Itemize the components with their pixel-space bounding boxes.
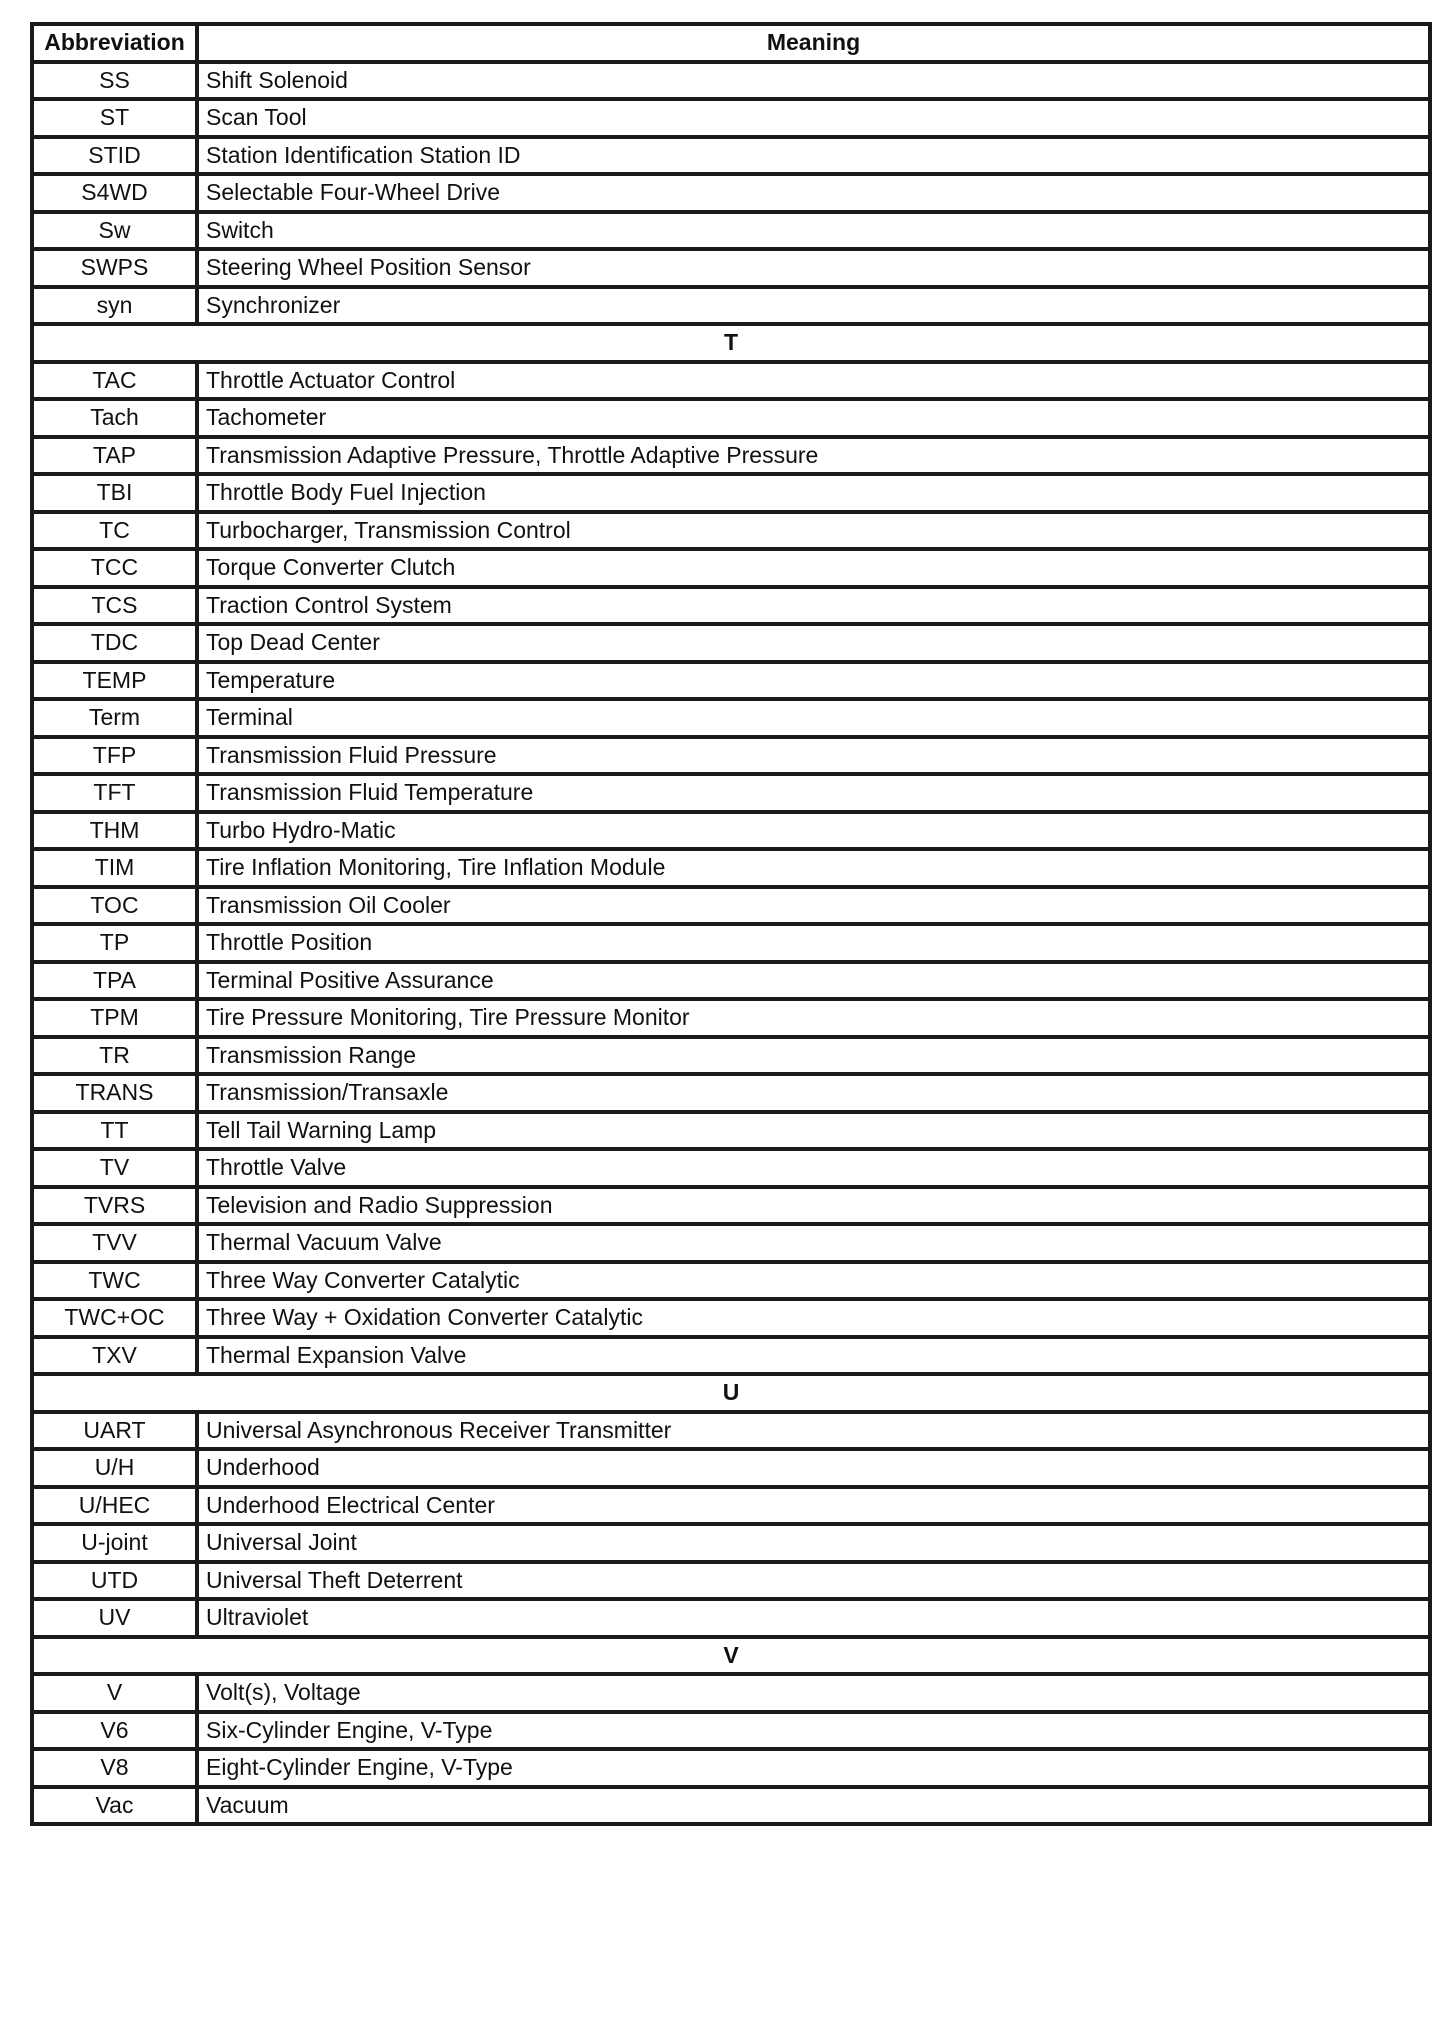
meaning-cell: Universal Joint bbox=[197, 1524, 1430, 1562]
section-row bbox=[32, 1637, 1430, 1675]
table-row bbox=[32, 174, 1430, 212]
table-row bbox=[32, 512, 1430, 550]
table-row bbox=[32, 212, 1430, 250]
table-row bbox=[32, 999, 1430, 1037]
meaning-cell: Eight-Cylinder Engine, V-Type bbox=[197, 1749, 1430, 1787]
table-row bbox=[32, 1599, 1430, 1637]
abbreviation-cell: S4WD bbox=[32, 174, 197, 212]
meaning-cell: Television and Radio Suppression bbox=[197, 1187, 1430, 1225]
table-row bbox=[32, 437, 1430, 475]
meaning-cell: Thermal Vacuum Valve bbox=[197, 1224, 1430, 1262]
table-row bbox=[32, 1674, 1430, 1712]
meaning-cell: Traction Control System bbox=[197, 587, 1430, 625]
table-row bbox=[32, 1449, 1430, 1487]
table-row bbox=[32, 699, 1430, 737]
meaning-cell: Throttle Position bbox=[197, 924, 1430, 962]
abbreviation-cell: TT bbox=[32, 1112, 197, 1150]
abbreviation-cell: TOC bbox=[32, 887, 197, 925]
meaning-cell: Underhood bbox=[197, 1449, 1430, 1487]
table-row bbox=[32, 474, 1430, 512]
table-row bbox=[32, 812, 1430, 850]
table-row bbox=[32, 624, 1430, 662]
meaning-cell: Vacuum bbox=[197, 1787, 1430, 1825]
table-row bbox=[32, 849, 1430, 887]
abbreviation-cell: SS bbox=[32, 62, 197, 100]
table-row bbox=[32, 399, 1430, 437]
table-row bbox=[32, 737, 1430, 775]
table-row bbox=[32, 549, 1430, 587]
meaning-cell: Transmission Oil Cooler bbox=[197, 887, 1430, 925]
abbreviation-cell: V6 bbox=[32, 1712, 197, 1750]
table-row bbox=[32, 662, 1430, 700]
abbreviation-cell: Vac bbox=[32, 1787, 197, 1825]
abbreviation-cell: U/H bbox=[32, 1449, 197, 1487]
meaning-cell: Tire Pressure Monitoring, Tire Pressure Monitor bbox=[197, 999, 1430, 1037]
meaning-cell: Synchronizer bbox=[197, 287, 1430, 325]
abbreviation-cell: TBI bbox=[32, 474, 197, 512]
abbreviation-cell: ST bbox=[32, 99, 197, 137]
abbreviation-column-header: Abbreviation bbox=[32, 24, 197, 62]
table-header bbox=[32, 24, 1430, 62]
meaning-cell: Ultraviolet bbox=[197, 1599, 1430, 1637]
meaning-cell: Terminal bbox=[197, 699, 1430, 737]
table-row bbox=[32, 249, 1430, 287]
meaning-cell: Throttle Actuator Control bbox=[197, 362, 1430, 400]
abbreviation-cell: TWC bbox=[32, 1262, 197, 1300]
table-row bbox=[32, 587, 1430, 625]
abbreviation-cell: Tach bbox=[32, 399, 197, 437]
abbreviation-cell: Sw bbox=[32, 212, 197, 250]
abbreviation-cell: TCS bbox=[32, 587, 197, 625]
meaning-cell: Universal Theft Deterrent bbox=[197, 1562, 1430, 1600]
abbreviation-cell: syn bbox=[32, 287, 197, 325]
table-row bbox=[32, 774, 1430, 812]
abbreviation-cell: Term bbox=[32, 699, 197, 737]
meaning-cell: Transmission Range bbox=[197, 1037, 1430, 1075]
abbreviation-cell: UTD bbox=[32, 1562, 197, 1600]
abbreviation-cell: V8 bbox=[32, 1749, 197, 1787]
meaning-cell: Turbocharger, Transmission Control bbox=[197, 512, 1430, 550]
table-row bbox=[32, 1412, 1430, 1450]
header-row bbox=[32, 24, 1430, 62]
table-row bbox=[32, 362, 1430, 400]
abbreviation-cell: TFT bbox=[32, 774, 197, 812]
abbreviation-cell: UV bbox=[32, 1599, 197, 1637]
section-row bbox=[32, 324, 1430, 362]
meaning-cell: Volt(s), Voltage bbox=[197, 1674, 1430, 1712]
section-letter: T bbox=[32, 324, 1430, 362]
meaning-cell: Selectable Four-Wheel Drive bbox=[197, 174, 1430, 212]
section-letter: U bbox=[32, 1374, 1430, 1412]
table-row bbox=[32, 137, 1430, 175]
table-row bbox=[32, 1337, 1430, 1375]
abbreviation-cell: TAC bbox=[32, 362, 197, 400]
table-row bbox=[32, 1112, 1430, 1150]
abbreviation-cell: THM bbox=[32, 812, 197, 850]
abbreviation-cell: TIM bbox=[32, 849, 197, 887]
meaning-cell: Underhood Electrical Center bbox=[197, 1487, 1430, 1525]
table-row bbox=[32, 1562, 1430, 1600]
table-row bbox=[32, 1524, 1430, 1562]
table-row bbox=[32, 1149, 1430, 1187]
table-row bbox=[32, 1262, 1430, 1300]
meaning-cell: Thermal Expansion Valve bbox=[197, 1337, 1430, 1375]
meaning-cell: Transmission/Transaxle bbox=[197, 1074, 1430, 1112]
table-row bbox=[32, 287, 1430, 325]
table-body bbox=[32, 62, 1430, 1825]
meaning-cell: Transmission Fluid Pressure bbox=[197, 737, 1430, 775]
table-row bbox=[32, 62, 1430, 100]
abbreviation-cell: UART bbox=[32, 1412, 197, 1450]
abbreviation-cell: TFP bbox=[32, 737, 197, 775]
meaning-cell: Universal Asynchronous Receiver Transmitter bbox=[197, 1412, 1430, 1450]
meaning-cell: Transmission Fluid Temperature bbox=[197, 774, 1430, 812]
abbreviation-cell: TRANS bbox=[32, 1074, 197, 1112]
abbreviation-cell: TR bbox=[32, 1037, 197, 1075]
abbreviation-cell: TPM bbox=[32, 999, 197, 1037]
abbreviation-cell: TVV bbox=[32, 1224, 197, 1262]
table-row bbox=[32, 1749, 1430, 1787]
section-row bbox=[32, 1374, 1430, 1412]
table-row bbox=[32, 1187, 1430, 1225]
table-row bbox=[32, 924, 1430, 962]
table-row bbox=[32, 1037, 1430, 1075]
meaning-cell: Tire Inflation Monitoring, Tire Inflation Module bbox=[197, 849, 1430, 887]
meaning-cell: Top Dead Center bbox=[197, 624, 1430, 662]
meaning-cell: Six-Cylinder Engine, V-Type bbox=[197, 1712, 1430, 1750]
table-row bbox=[32, 1299, 1430, 1337]
meaning-cell: Terminal Positive Assurance bbox=[197, 962, 1430, 1000]
meaning-cell: Tell Tail Warning Lamp bbox=[197, 1112, 1430, 1150]
meaning-cell: Throttle Valve bbox=[197, 1149, 1430, 1187]
meaning-cell: Turbo Hydro-Matic bbox=[197, 812, 1430, 850]
table-row bbox=[32, 1224, 1430, 1262]
meaning-cell: Scan Tool bbox=[197, 99, 1430, 137]
abbreviation-cell: TCC bbox=[32, 549, 197, 587]
abbreviation-cell: TC bbox=[32, 512, 197, 550]
meaning-cell: Three Way Converter Catalytic bbox=[197, 1262, 1430, 1300]
abbreviation-cell: TV bbox=[32, 1149, 197, 1187]
abbreviation-cell: V bbox=[32, 1674, 197, 1712]
table-row bbox=[32, 1074, 1430, 1112]
meaning-cell: Transmission Adaptive Pressure, Throttle Adaptive Pressure bbox=[197, 437, 1430, 475]
table-row bbox=[32, 99, 1430, 137]
abbreviation-cell: TEMP bbox=[32, 662, 197, 700]
table-row bbox=[32, 887, 1430, 925]
abbreviation-cell: TDC bbox=[32, 624, 197, 662]
abbreviation-cell: TPA bbox=[32, 962, 197, 1000]
abbreviation-cell: TAP bbox=[32, 437, 197, 475]
abbreviation-cell: TP bbox=[32, 924, 197, 962]
meaning-cell: Three Way + Oxidation Converter Catalytic bbox=[197, 1299, 1430, 1337]
abbreviation-cell: TWC+OC bbox=[32, 1299, 197, 1337]
meaning-cell: Torque Converter Clutch bbox=[197, 549, 1430, 587]
abbreviation-cell: U-joint bbox=[32, 1524, 197, 1562]
abbreviation-cell: TVRS bbox=[32, 1187, 197, 1225]
table-row bbox=[32, 1787, 1430, 1825]
abbreviation-cell: STID bbox=[32, 137, 197, 175]
meaning-cell: Tachometer bbox=[197, 399, 1430, 437]
table-row bbox=[32, 1712, 1430, 1750]
meaning-cell: Station Identification Station ID bbox=[197, 137, 1430, 175]
section-letter: V bbox=[32, 1637, 1430, 1675]
meaning-cell: Throttle Body Fuel Injection bbox=[197, 474, 1430, 512]
meaning-cell: Temperature bbox=[197, 662, 1430, 700]
meaning-column-header: Meaning bbox=[197, 24, 1430, 62]
meaning-cell: Switch bbox=[197, 212, 1430, 250]
table-row bbox=[32, 1487, 1430, 1525]
meaning-cell: Steering Wheel Position Sensor bbox=[197, 249, 1430, 287]
abbreviation-cell: TXV bbox=[32, 1337, 197, 1375]
abbreviation-cell: SWPS bbox=[32, 249, 197, 287]
table-row bbox=[32, 962, 1430, 1000]
abbreviation-table bbox=[30, 22, 1432, 1826]
abbreviation-cell: U/HEC bbox=[32, 1487, 197, 1525]
meaning-cell: Shift Solenoid bbox=[197, 62, 1430, 100]
